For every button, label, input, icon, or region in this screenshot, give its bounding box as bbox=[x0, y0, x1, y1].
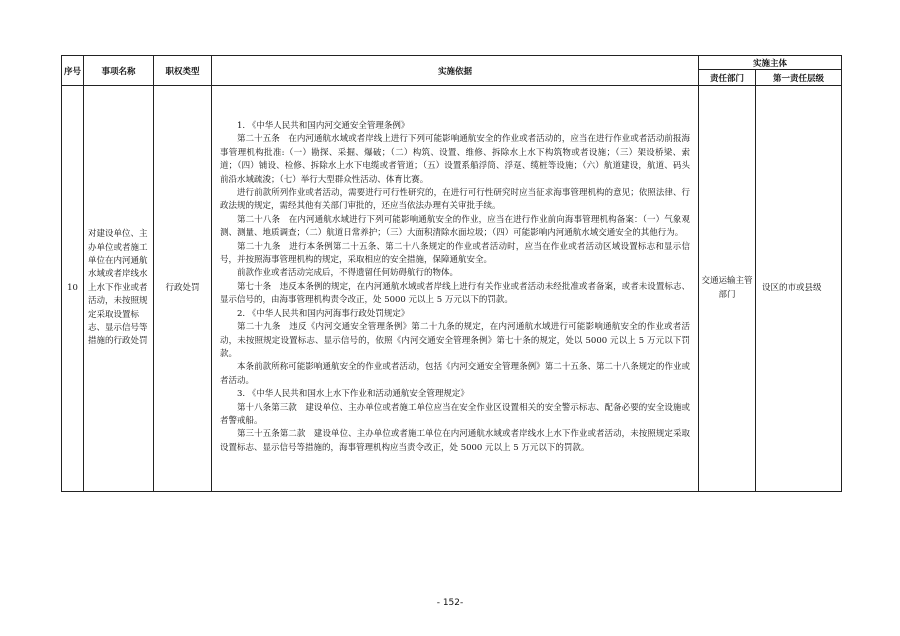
row-seq: 10 bbox=[62, 86, 84, 492]
header-item-name: 事项名称 bbox=[84, 56, 154, 86]
row-level: 设区的市或县级 bbox=[756, 86, 842, 492]
row-basis bbox=[212, 86, 699, 492]
authority-table bbox=[61, 55, 842, 492]
row-item-name: 对建设单位、主办单位或者施工单位在内河通航水域或者岸线水上水下作业或者活动，未按照规定采取设置标志、显示信号等措施的行政处罚 bbox=[84, 86, 154, 492]
basis-paragraph: 3. 《中华人民共和国水上水下作业和活动通航安全管理规定》 bbox=[237, 389, 469, 400]
basis-text bbox=[220, 86, 690, 455]
table-row bbox=[62, 86, 842, 492]
basis-paragraph: 第十八条第三款 建设单位、主办单位或者施工单位应当在安全作业区设置相关的安全警示标志、配备必要的安全设施或者警戒船。 bbox=[220, 402, 690, 426]
basis-paragraph: 第三十五条第二款 建设单位、主办单位或者施工单位在内河通航水域或者岸线水上水下作业或者活动，未按照规定采取设置标志、显示信号等措施的，海事管理机构应当责令改正，处 5000 元以上 5 万元以下的罚款。 bbox=[220, 429, 690, 453]
basis-paragraph: 本条前款所称可能影响通航安全的作业或者活动，包括《内河交通安全管理条例》第二十五条、第二十八条规定的作业或者活动。 bbox=[220, 362, 690, 386]
basis-paragraph: 第二十九条 进行本条例第二十五条、第二十八条规定的作业或者活动时，应当在作业或者活动区域设置标志和显示信号，并按照海事管理机构的规定，采取相应的安全措施，保障通航安全。 bbox=[220, 241, 690, 266]
basis-paragraph: 1. 《中华人民共和国内河交通安全管理条例》 bbox=[237, 121, 410, 131]
header-level: 第一责任层级 bbox=[756, 70, 842, 86]
basis-paragraph: 第七十条 违反本条例的规定，在内河通航水域或者岸线上进行有关作业或者活动未经批准或者备案，或者未设置标志、显示信号的，由海事管理机构责令改正，处 5000 元以上 5 万元以下的罚款。 bbox=[220, 281, 690, 306]
basis-paragraph: 进行前款所列作业或者活动，需要进行可行性研究的，在进行可行性研究时应当征求海事管理机构的意见；依照法律、行政法规的规定，需经其他有关部门审批的，还应当依法办理有关审批手续。 bbox=[220, 188, 690, 212]
page-number: - 152- bbox=[436, 598, 464, 608]
basis-paragraph: 2. 《中华人民共和国内河海事行政处罚规定》 bbox=[237, 308, 410, 319]
row-power-type: 行政处罚 bbox=[154, 86, 212, 492]
basis-paragraph: 第二十五条 在内河通航水域或者岸线上进行下列可能影响通航安全的作业或者活动的，应当在进行作业或者活动前报海事管理机构批准:（一）勘探、采掘、爆破；（二）构筑、设置、维修、拆除水上水下构筑物或者设施；（三）架设桥梁、索道；（四）铺设、检修、拆除水上水下电缆或者管道；（五）设置系船浮筒、浮趸、缆桩等设施；（六）航道建设，航道、码头前沿水域疏浚；（七）举行大型群众性活动、体育比赛。 bbox=[220, 134, 690, 185]
header-subject: 实施主体 bbox=[699, 56, 842, 70]
header-seq: 序号 bbox=[62, 56, 84, 86]
header-power-type: 职权类型 bbox=[154, 56, 212, 86]
basis-paragraph: 前款作业或者活动完成后，不得遗留任何妨碍航行的物体。 bbox=[237, 268, 459, 279]
header-dept: 责任部门 bbox=[699, 70, 756, 86]
basis-paragraph: 第二十九条 违反《内河交通安全管理条例》第二十九条的规定，在内河通航水域进行可能影响通航安全的作业或者活动，未按照规定设置标志、显示信号的，依照《内河交通安全管理条例》第七十条的规定，处以 5000 元以上 5 万元以下罚款。 bbox=[220, 322, 690, 359]
header-basis: 实施依据 bbox=[212, 56, 699, 86]
row-dept: 交通运输主管部门 bbox=[699, 86, 756, 492]
basis-paragraph: 第二十八条 在内河通航水域进行下列可能影响通航安全的作业，应当在进行作业前向海事管理机构备案：（一）气象观测、测量、地质调查；（二）航道日常养护；（三）大面积清除水面垃圾；（四）可能影响内河通航水域交通安全的其他行为。 bbox=[220, 214, 690, 239]
